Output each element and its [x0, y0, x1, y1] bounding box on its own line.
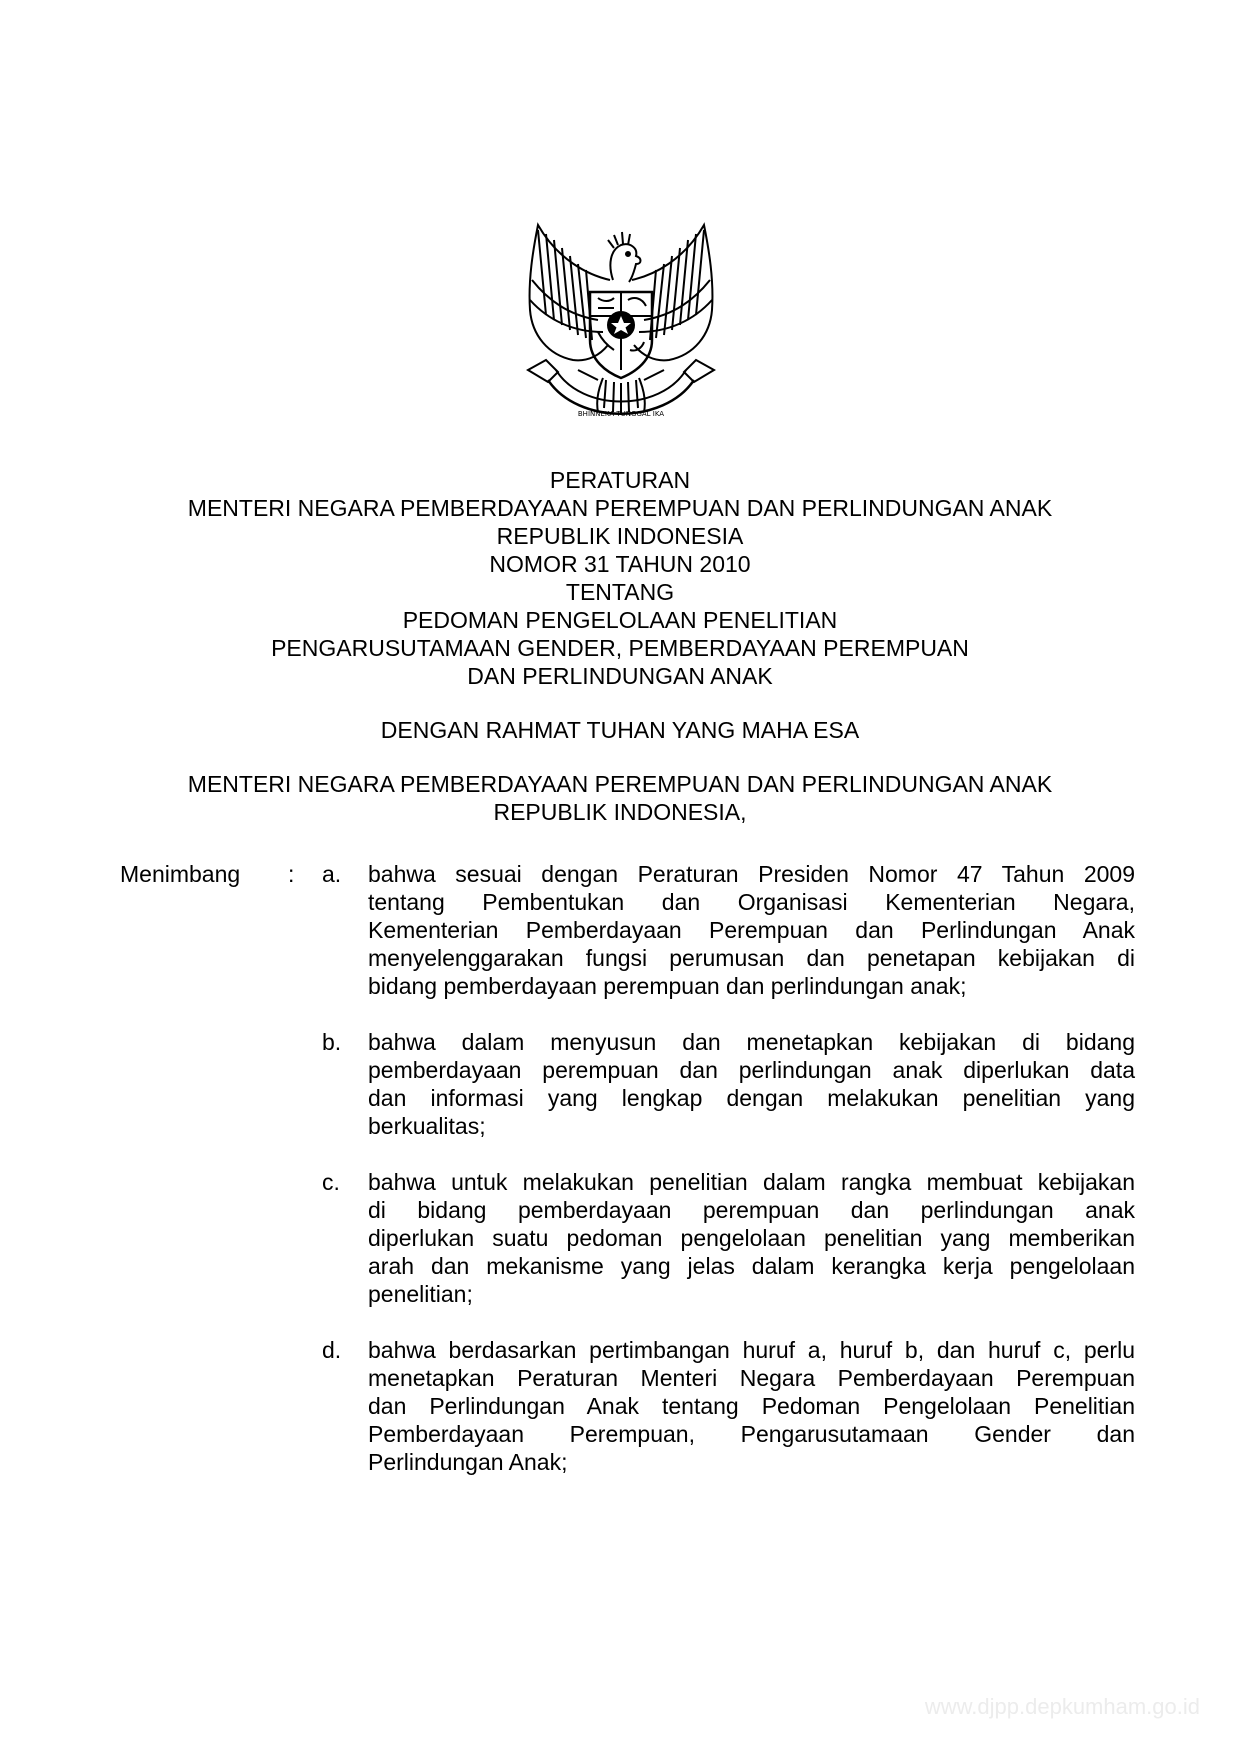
watermark-link: www.djpp.depkumham.go.id	[924, 1694, 1200, 1719]
item-letter: c.	[322, 1169, 340, 1195]
item-line: di bidang pemberdayaan perempuan dan perlindungan anak	[368, 1197, 1135, 1223]
item-line: bahwa untuk melakukan penelitian dalam rangka membuat kebijakan	[368, 1169, 1135, 1195]
item-line: bidang pemberdayaan perempuan dan perlindungan anak;	[368, 973, 967, 999]
item-line: Kementerian Pemberdayaan Perempuan dan Perlindungan Anak	[368, 917, 1135, 943]
item-line: pemberdayaan perempuan dan perlindungan anak diperlukan data	[368, 1057, 1135, 1083]
item-line: menetapkan Peraturan Menteri Negara Pemberdayaan Perempuan	[368, 1365, 1135, 1391]
considering-section	[120, 860, 1135, 1504]
considering-item-a	[120, 860, 1135, 1000]
item-line: arah dan mekanisme yang jelas dalam kerangka kerja pengelolaan	[368, 1253, 1135, 1279]
considering-label: Menimbang	[120, 861, 241, 887]
minister-line-2: REPUBLIK INDONESIA,	[493, 799, 747, 825]
item-line: dan Perlindungan Anak tentang Pedoman Pengelolaan Penelitian	[368, 1393, 1135, 1419]
item-line: Perlindungan Anak;	[368, 1449, 568, 1475]
item-letter: b.	[322, 1029, 342, 1055]
considering-colon: :	[288, 861, 295, 887]
emblem-motto: BHINNEKA TUNGGAL IKA	[577, 410, 665, 418]
item-line: dan informasi yang lengkap dengan melakukan penelitian yang	[368, 1085, 1135, 1111]
considering-item-c	[120, 1168, 1135, 1308]
considering-item-b	[120, 1028, 1135, 1140]
garuda-emblem-icon	[518, 220, 724, 445]
regulation-number: NOMOR 31 TAHUN 2010	[489, 551, 751, 577]
subject-line-1: PEDOMAN PENGELOLAAN PENELITIAN	[402, 607, 838, 633]
minister-line-1: MENTERI NEGARA PEMBERDAYAAN PEREMPUAN DAN PERLINDUNGAN ANAK	[187, 771, 1053, 797]
subject-line-2: PENGARUSUTAMAAN GENDER, PEMBERDAYAAN PEREMPUAN	[271, 635, 969, 661]
item-line: penelitian;	[368, 1281, 473, 1307]
item-line: bahwa sesuai dengan Peraturan Presiden Nomor 47 Tahun 2009	[368, 861, 1135, 887]
title-block	[120, 466, 1120, 826]
considering-item-d	[120, 1336, 1135, 1476]
item-line: tentang Pembentukan dan Organisasi Kementerian Negara,	[368, 889, 1135, 915]
item-line: bahwa berdasarkan pertimbangan huruf a, huruf b, dan huruf c, perlu	[368, 1337, 1135, 1363]
issuer-line: MENTERI NEGARA PEMBERDAYAAN PEREMPUAN DAN PERLINDUNGAN ANAK	[187, 495, 1053, 521]
item-line: menyelenggarakan fungsi perumusan dan penetapan kebijakan di	[368, 945, 1135, 971]
item-letter: a.	[322, 861, 342, 887]
about-label: TENTANG	[565, 579, 675, 605]
item-line: diperlukan suatu pedoman pengelolaan penelitian yang memberikan	[368, 1225, 1135, 1251]
subject-line-3: DAN PERLINDUNGAN ANAK	[467, 663, 773, 689]
doc-type: PERATURAN	[549, 467, 691, 493]
country-line: REPUBLIK INDONESIA	[496, 523, 744, 549]
invocation: DENGAN RAHMAT TUHAN YANG MAHA ESA	[380, 717, 860, 743]
item-line: Pemberdayaan Perempuan, Pengarusutamaan Gender dan	[368, 1421, 1135, 1447]
item-letter: d.	[322, 1337, 342, 1363]
item-line: bahwa dalam menyusun dan menetapkan kebijakan di bidang	[368, 1029, 1135, 1055]
item-line: berkualitas;	[368, 1113, 486, 1139]
